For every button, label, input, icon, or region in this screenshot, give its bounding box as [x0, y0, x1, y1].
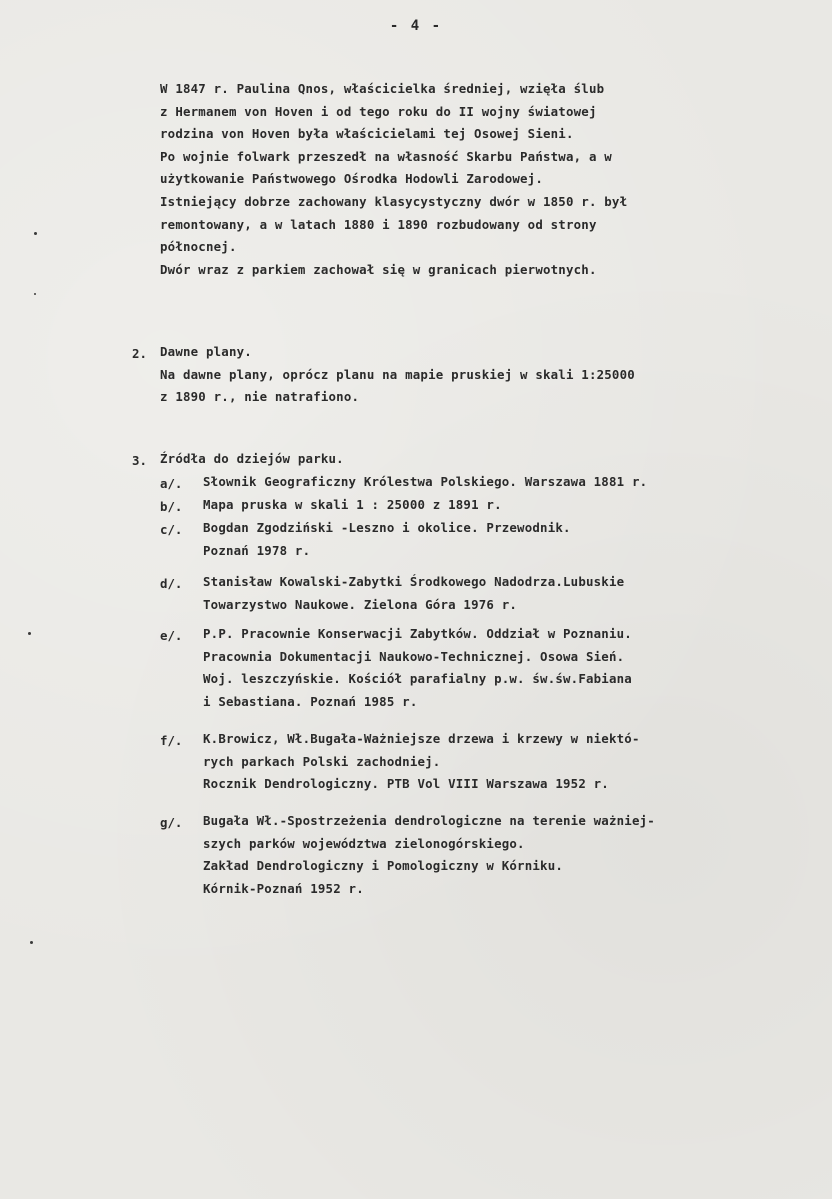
section-2: [160, 346, 635, 414]
section-2-heading: Dawne plany.: [160, 344, 252, 359]
section-3-heading-wrap: [160, 453, 344, 476]
text-line: Kórnik-Poznań 1952 r.: [203, 880, 364, 896]
source-label: e/.: [160, 628, 183, 643]
source-item: [203, 522, 571, 567]
text-line: rych parkach Polski zachodniej.: [203, 753, 441, 769]
text-line: z 1890 r., nie natrafiono.: [160, 389, 360, 405]
text-line: P.P. Pracownie Konserwacji Zabytków. Oddział w Poznaniu.: [203, 626, 632, 641]
text-line: użytkowanie Państwowego Ośrodka Hodowli Zarodowej.: [160, 171, 543, 187]
source-item: [203, 733, 640, 801]
page-number: - 4 -: [389, 18, 443, 34]
margin-speck: [28, 632, 31, 635]
text-line: W 1847 r. Paulina Qnos, właścicielka średniej, wzięła ślub: [160, 81, 605, 96]
text-line: szych parków województwa zielonogórskiego.: [203, 835, 525, 851]
text-line: Istniejący dobrze zachowany klasycystyczny dwór w 1850 r. był: [160, 193, 628, 209]
text-line: Poznań 1978 r.: [203, 542, 311, 558]
text-line: Woj. leszczyńskie. Kościół parafialny p.w. św.św.Fabiana: [203, 671, 632, 687]
source-item: [203, 576, 624, 621]
text-line: Rocznik Dendrologiczny. PTB Vol VIII Warszawa 1952 r.: [203, 776, 609, 792]
text-line: Pracownia Dokumentacji Naukowo-Technicznej. Osowa Sień.: [203, 648, 625, 664]
text-line: z Hermanem von Hoven i od tego roku do II wojny światowej: [160, 103, 597, 119]
text-line: i Sebastiana. Poznań 1985 r.: [203, 693, 418, 709]
source-item: [203, 628, 632, 718]
text-line: Słownik Geograficzny Królestwa Polskiego. Warszawa 1881 r.: [203, 474, 648, 489]
source-item: [203, 499, 502, 522]
text-line: Bugała Wł.-Spostrzeżenia dendrologiczne na terenie ważniej-: [203, 813, 655, 828]
text-line: Bogdan Zgodziński -Leszno i okolice. Przewodnik.: [203, 520, 571, 535]
text-line: Dwór wraz z parkiem zachował się w granicach pierwotnych.: [160, 261, 597, 277]
text-line: Na dawne plany, oprócz planu na mapie pruskiej w skali 1:25000: [160, 366, 635, 382]
text-line: północnej.: [160, 239, 237, 255]
section-3-number: 3.: [132, 453, 147, 468]
margin-speck: [34, 232, 37, 235]
source-label: d/.: [160, 576, 183, 591]
source-label: f/.: [160, 733, 183, 748]
section-2-number: 2.: [132, 346, 147, 361]
text-line: Towarzystwo Naukowe. Zielona Góra 1976 r.: [203, 596, 518, 612]
section-3-heading: Źródła do dziejów parku.: [160, 451, 344, 466]
margin-speck: [34, 293, 36, 295]
source-label: c/.: [160, 522, 183, 537]
source-item: [203, 815, 655, 905]
text-line: Po wojnie folwark przeszedł na własność Skarbu Państwa, a w: [160, 148, 612, 164]
text-line: K.Browicz, Wł.Bugała-Ważniejsze drzewa i krzewy w niektó-: [203, 731, 640, 746]
source-item: [203, 476, 647, 499]
text-line: Stanisław Kowalski-Zabytki Środkowego Nadodrza.Lubuskie: [203, 574, 625, 589]
text-line: Mapa pruska w skali 1 : 25000 z 1891 r.: [203, 497, 502, 512]
text-line: rodzina von Hoven była właścicielami tej Osowej Sieni.: [160, 126, 574, 142]
intro-paragraph: [160, 83, 627, 286]
source-label: a/.: [160, 476, 183, 491]
source-label: g/.: [160, 815, 183, 830]
source-label: b/.: [160, 499, 183, 514]
text-line: Zakład Dendrologiczny i Pomologiczny w Kórniku.: [203, 858, 564, 874]
margin-speck: [30, 941, 33, 944]
text-line: remontowany, a w latach 1880 i 1890 rozbudowany od strony: [160, 216, 597, 232]
